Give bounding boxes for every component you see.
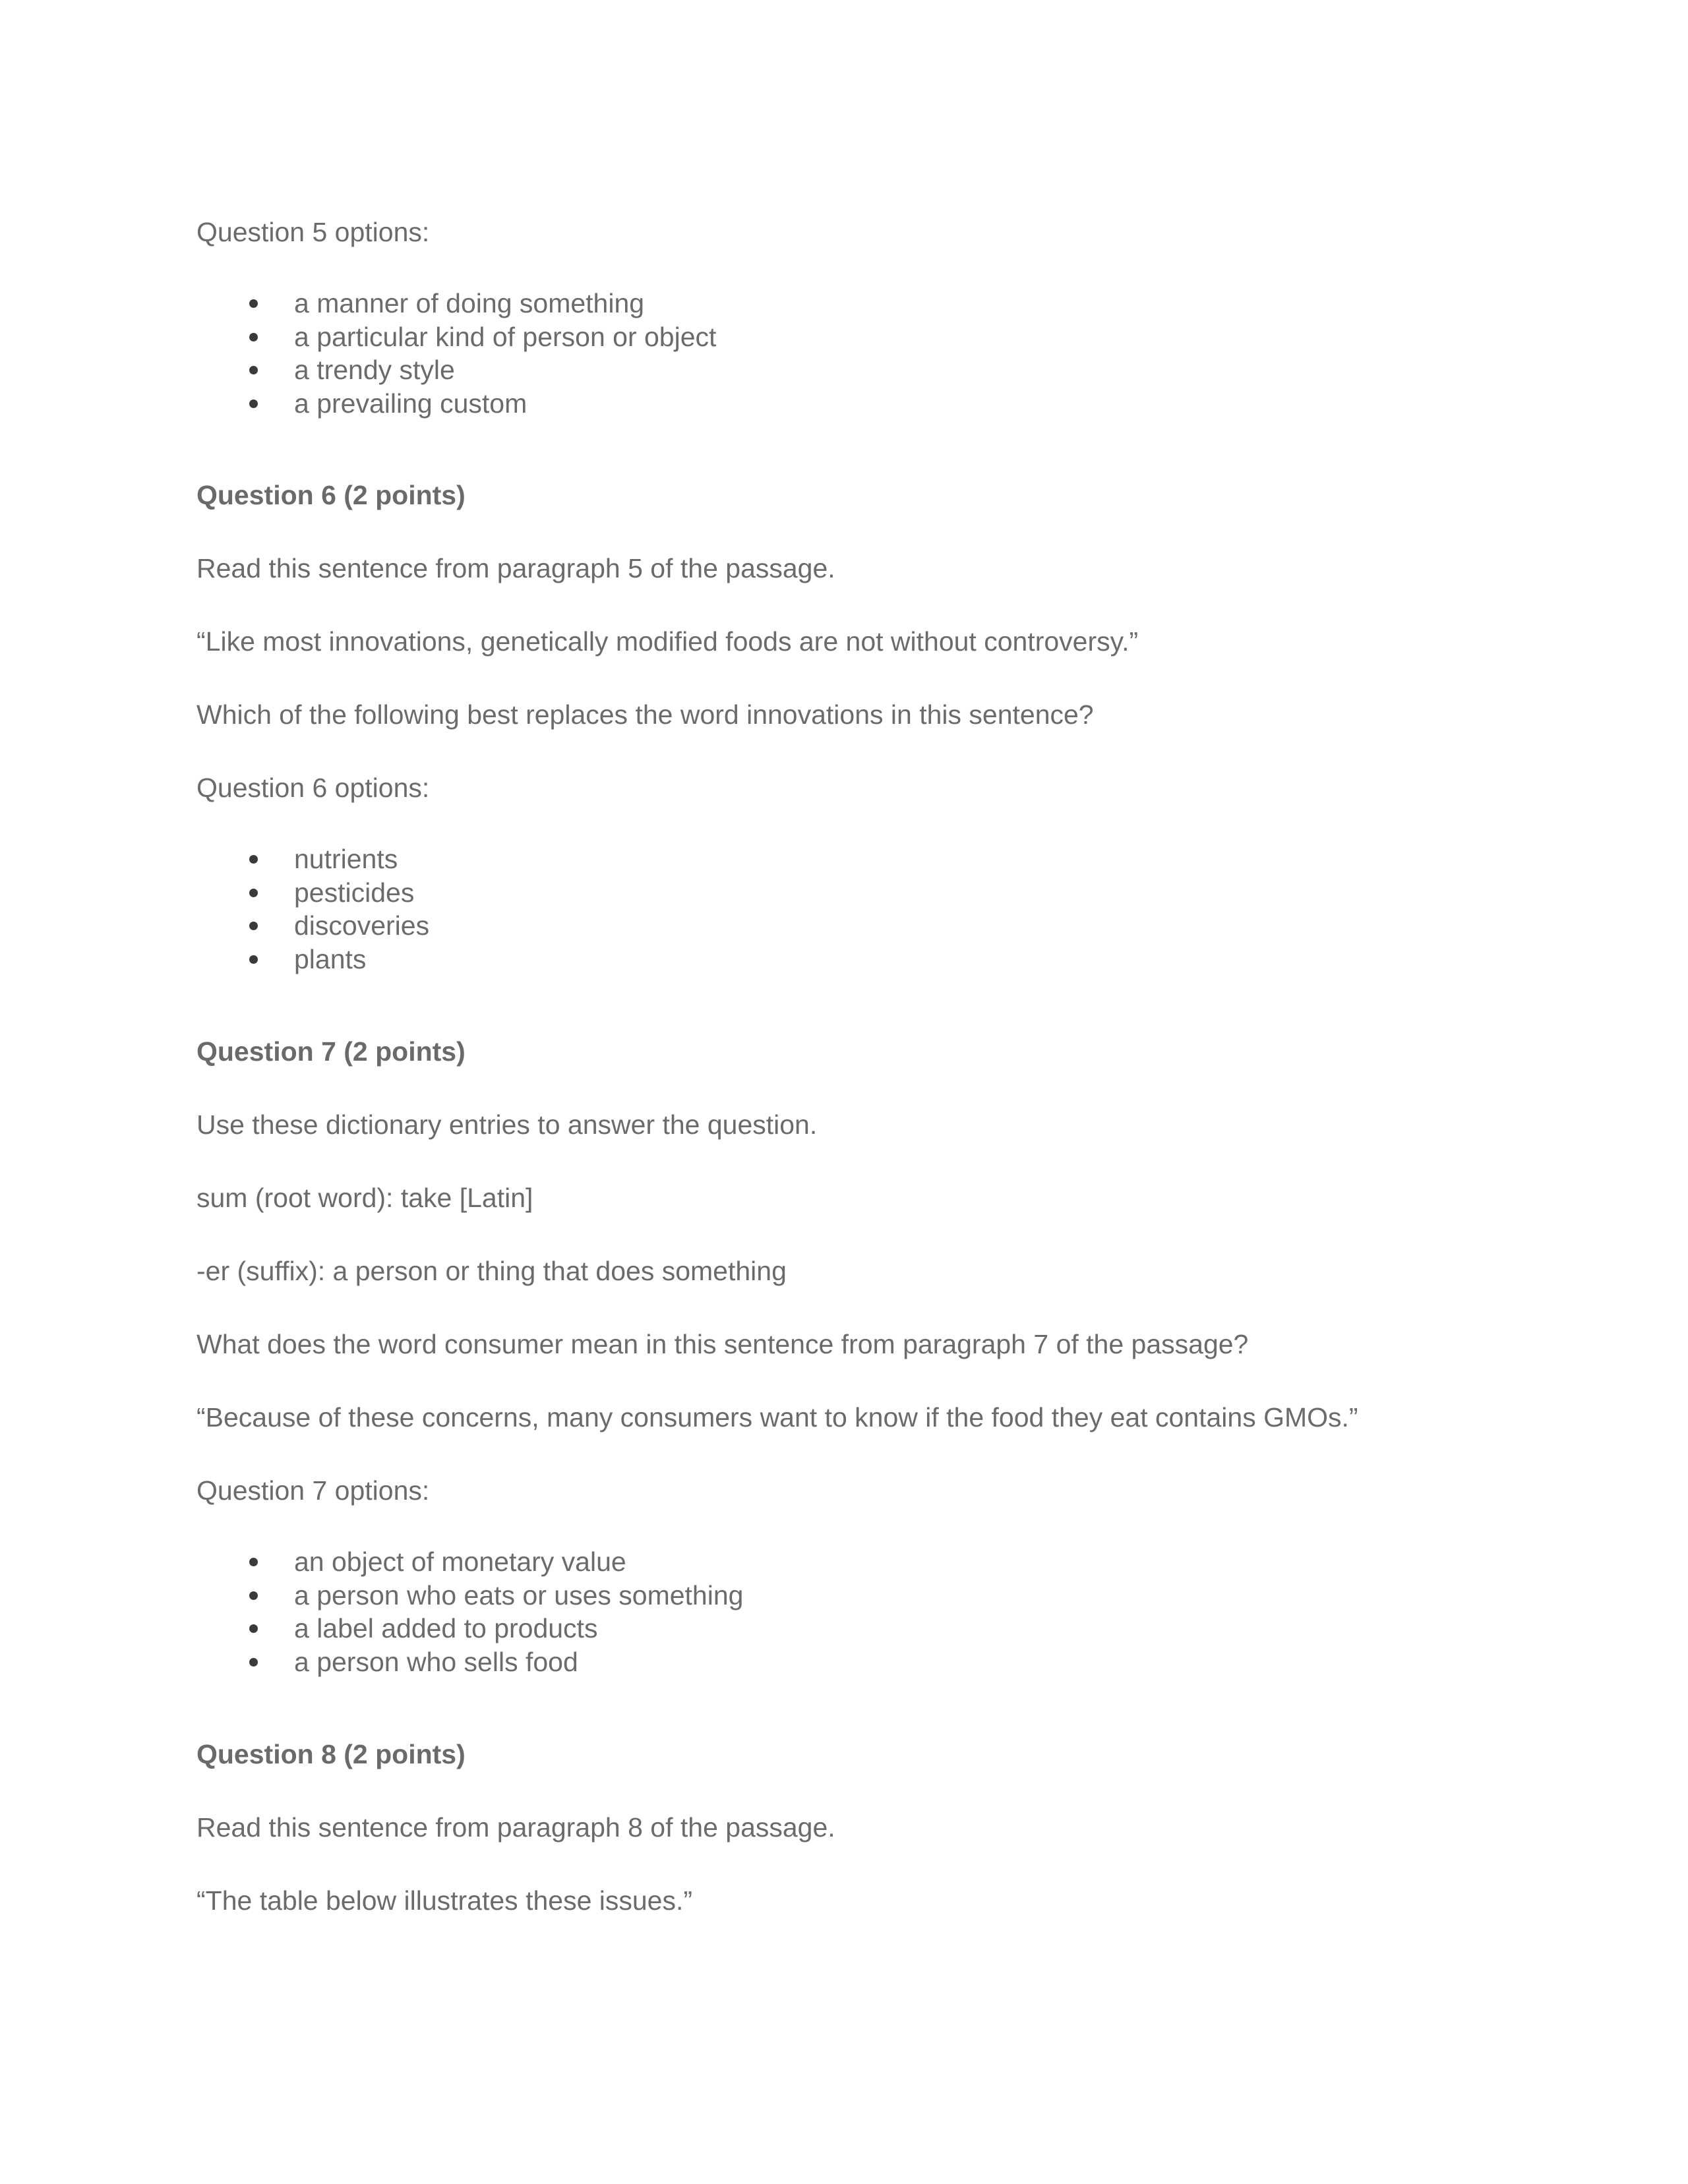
q7-options-label: Question 7 options:	[196, 1475, 430, 1506]
q5-option: a trendy style	[196, 353, 716, 387]
bullet-icon	[249, 922, 258, 930]
q7-entry-root: sum (root word): take [Latin]	[196, 1183, 533, 1213]
bullet-icon	[249, 955, 258, 964]
q5-option: a particular kind of person or object	[196, 320, 716, 354]
bullet-icon	[249, 333, 258, 341]
q6-option: discoveries	[196, 909, 429, 943]
q7-prompt: Use these dictionary entries to answer the question.	[196, 1109, 818, 1140]
bullet-icon	[249, 1624, 258, 1633]
q6-options-label: Question 6 options:	[196, 773, 430, 803]
q6-option: nutrients	[196, 842, 429, 876]
bullet-icon	[249, 855, 258, 864]
q6-options-list	[196, 842, 429, 976]
q6-question: Which of the following best replaces the word innovations in this sentence?	[196, 699, 1094, 730]
bullet-icon	[249, 366, 258, 374]
q7-option: an object of monetary value	[196, 1545, 743, 1579]
bullet-icon	[249, 299, 258, 308]
bullet-icon	[249, 889, 258, 897]
q8-quote: “The table below illustrates these issues.”	[196, 1885, 693, 1916]
q7-options-list	[196, 1545, 743, 1678]
q5-option: a prevailing custom	[196, 387, 716, 421]
q7-quote: “Because of these concerns, many consumers want to know if the food they eat contains GMOs.”	[196, 1402, 1358, 1432]
bullet-icon	[249, 1658, 258, 1667]
q6-option: pesticides	[196, 876, 429, 910]
q7-question: What does the word consumer mean in this sentence from paragraph 7 of the passage?	[196, 1329, 1249, 1359]
q5-options-list	[196, 287, 716, 420]
q7-option: a label added to products	[196, 1612, 743, 1645]
q8-prompt: Read this sentence from paragraph 8 of the passage.	[196, 1812, 835, 1843]
q7-entry-suffix: -er (suffix): a person or thing that does something	[196, 1256, 787, 1286]
q5-options-label: Question 5 options:	[196, 217, 430, 247]
q7-option: a person who eats or uses something	[196, 1579, 743, 1612]
q6-option: plants	[196, 943, 429, 976]
q6-prompt: Read this sentence from paragraph 5 of the passage.	[196, 553, 835, 583]
q7-option: a person who sells food	[196, 1645, 743, 1679]
q6-heading: Question 6 (2 points)	[196, 480, 466, 510]
q7-heading: Question 7 (2 points)	[196, 1036, 466, 1067]
bullet-icon	[249, 1558, 258, 1566]
bullet-icon	[249, 1591, 258, 1600]
q8-heading: Question 8 (2 points)	[196, 1739, 466, 1769]
q5-option: a manner of doing something	[196, 287, 716, 320]
bullet-icon	[249, 399, 258, 408]
q6-quote: “Like most innovations, genetically modified foods are not without controversy.”	[196, 626, 1139, 657]
